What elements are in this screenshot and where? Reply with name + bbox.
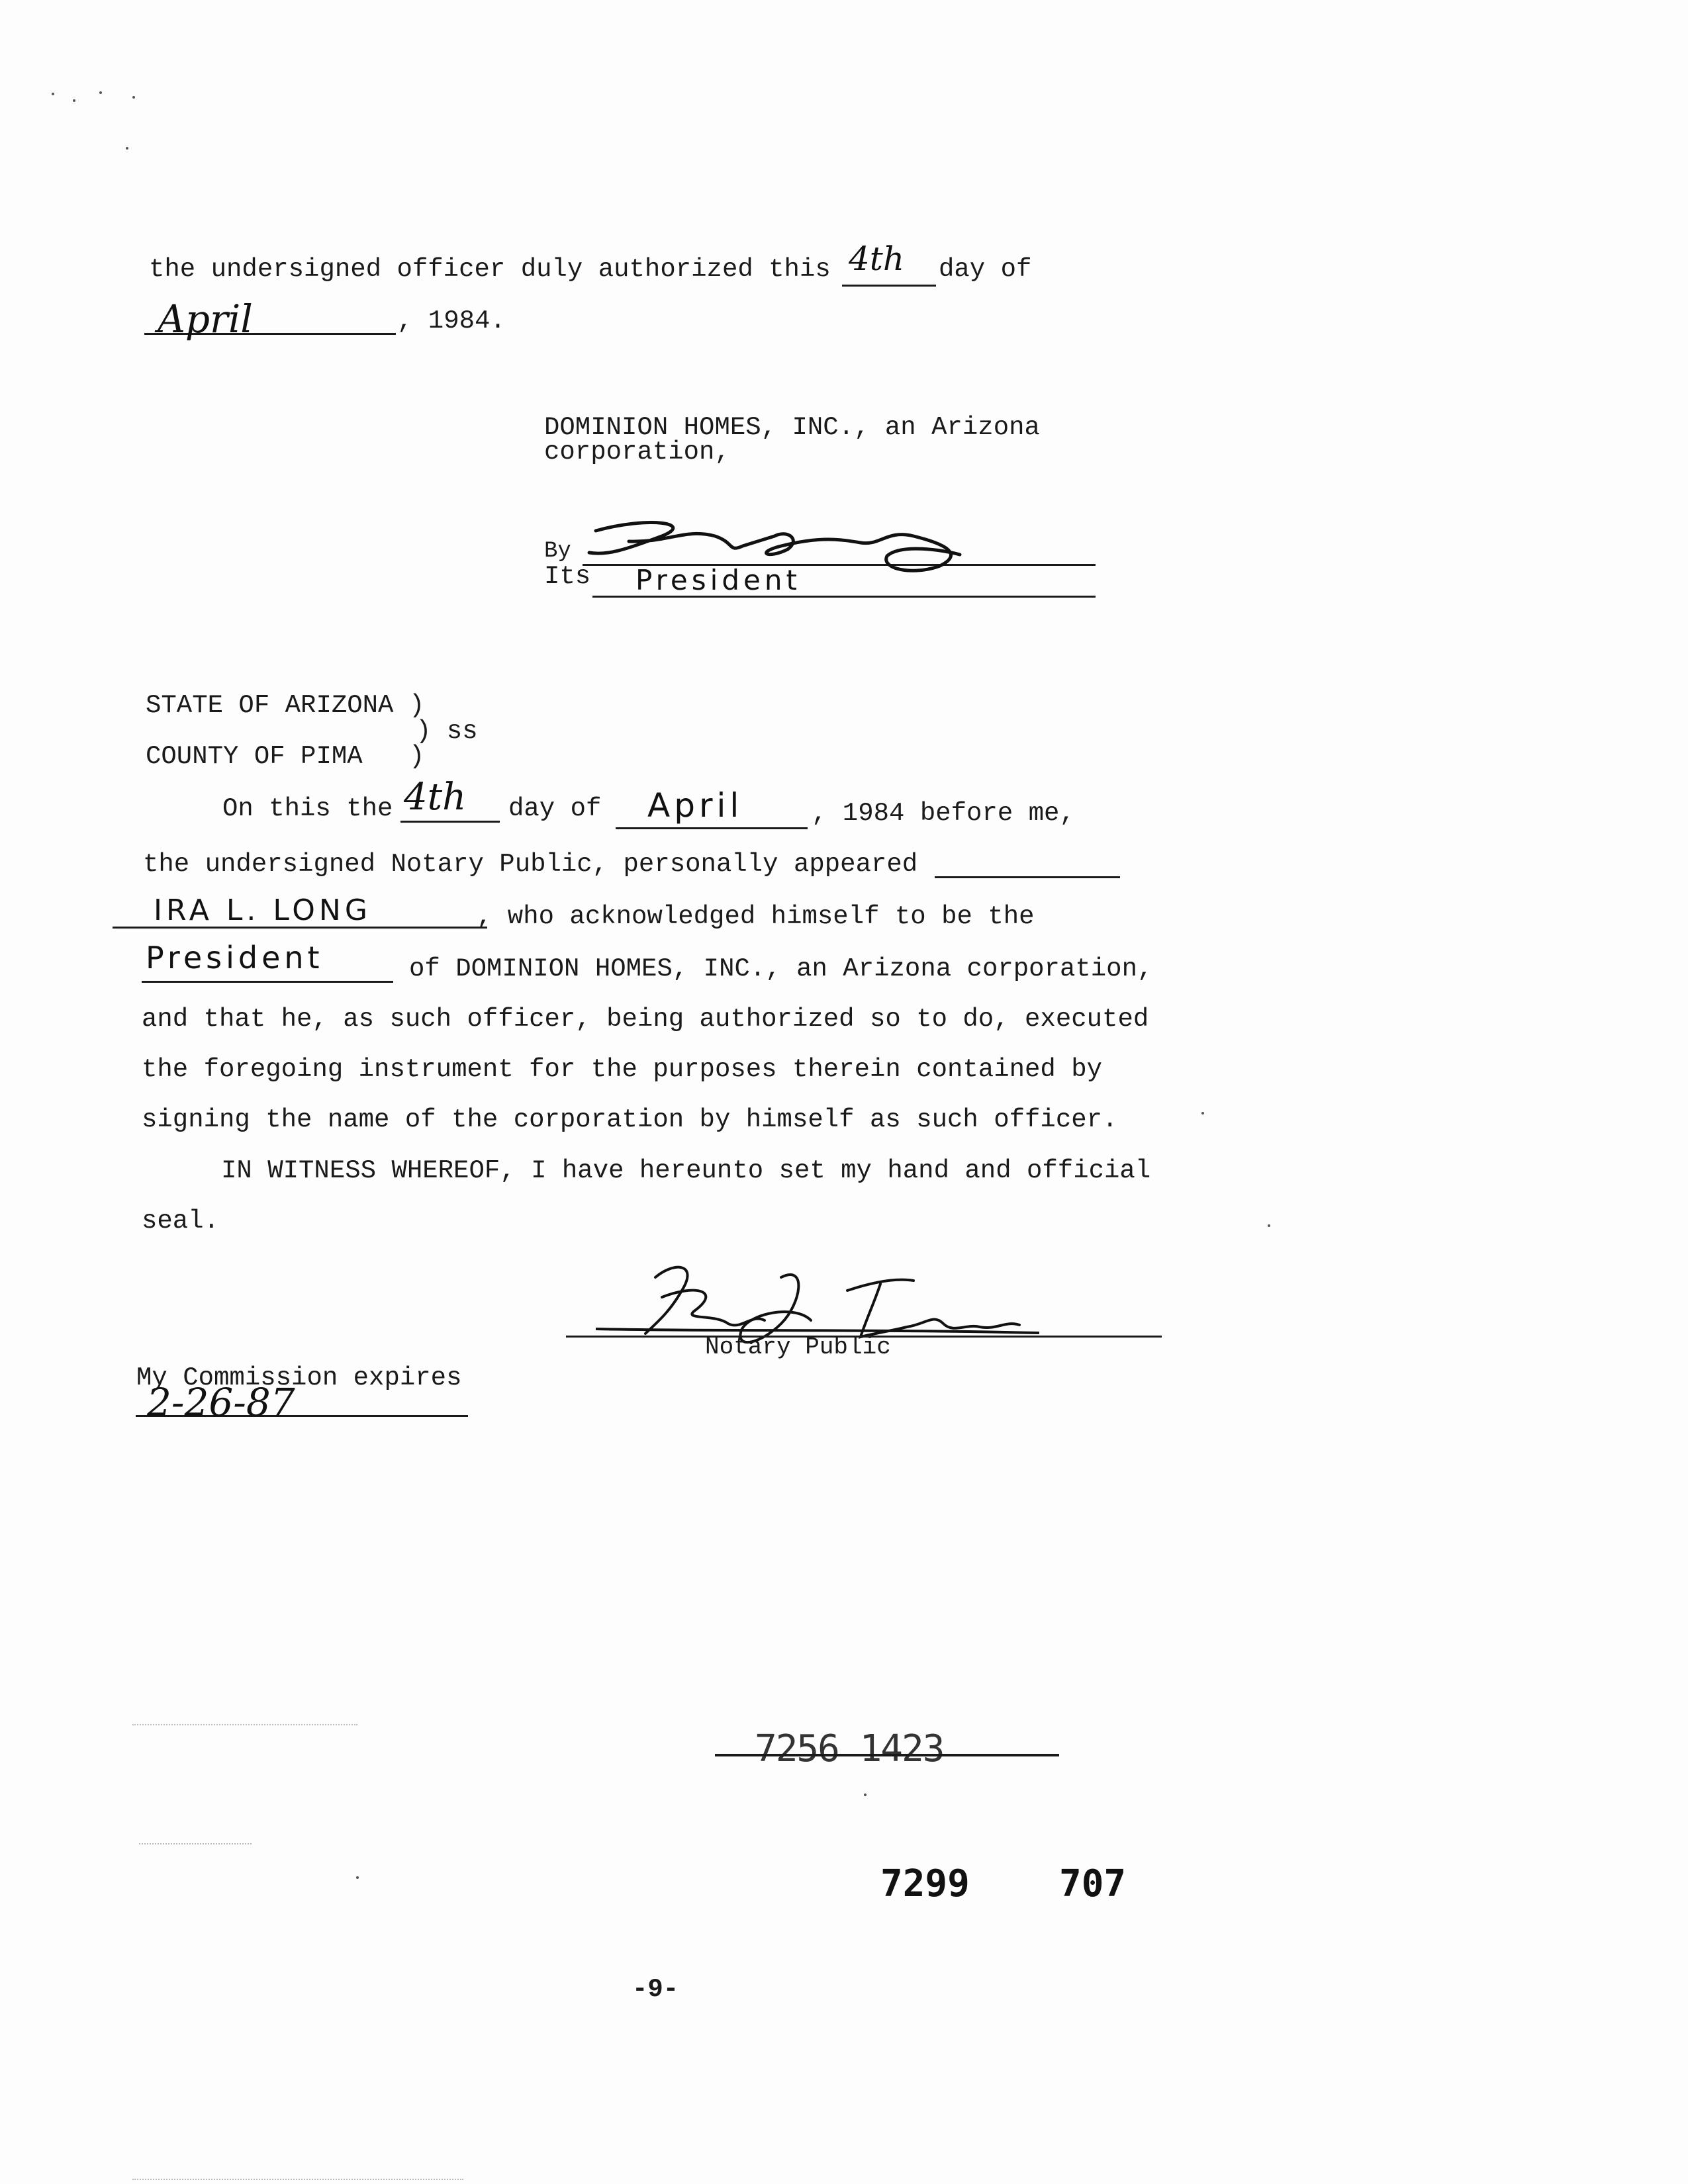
scan-speck bbox=[356, 1876, 359, 1879]
scan-speck bbox=[126, 147, 128, 150]
witness-line-1: IN WITNESS WHEREOF, I have hereunto set my hand and official bbox=[221, 1156, 1151, 1185]
scan-noise bbox=[132, 1724, 357, 1725]
ack-line-2: the undersigned Notary Public, personally appeared bbox=[143, 850, 918, 879]
ack-day-of: day of bbox=[508, 794, 602, 823]
ack-line-5: and that he, as such officer, being authorized so to do, executed bbox=[142, 1005, 1149, 1034]
scan-speck bbox=[73, 99, 75, 102]
scan-noise bbox=[132, 2179, 463, 2180]
recording-book: 7299 bbox=[880, 1862, 970, 1905]
ack-handwritten-title: President bbox=[146, 940, 324, 976]
venue-ss: ) ss bbox=[416, 717, 478, 746]
day-of-text: day of bbox=[939, 255, 1032, 284]
ack-month-blank bbox=[616, 827, 808, 829]
struck-recording-number: 7256 1423 bbox=[755, 1727, 944, 1770]
ack-handwritten-month: April bbox=[647, 786, 743, 825]
scan-speck bbox=[1268, 1224, 1270, 1227]
handwritten-month: April bbox=[158, 296, 253, 341]
year-text: , 1984. bbox=[397, 306, 506, 336]
ack-year-before-me: , 1984 before me, bbox=[812, 799, 1075, 828]
notary-public-label: Notary Public bbox=[705, 1334, 891, 1361]
handwritten-commission-date: 2-26-87 bbox=[147, 1380, 295, 1425]
ack-line-4: of DOMINION HOMES, INC., an Arizona corporation, bbox=[409, 954, 1153, 983]
ack-line-7: signing the name of the corporation by himself as such officer. bbox=[142, 1105, 1118, 1134]
company-line-2: corporation, bbox=[544, 437, 730, 467]
handwritten-name: IRA L. LONG bbox=[154, 893, 371, 927]
ack-on-this-the: On this the bbox=[222, 794, 393, 823]
handwritten-day: 4th bbox=[849, 240, 905, 278]
handwritten-title: President bbox=[635, 564, 801, 596]
scan-noise bbox=[139, 1843, 252, 1844]
recording-page: 707 bbox=[1059, 1862, 1127, 1905]
day-blank bbox=[842, 285, 936, 287]
ack-line-3: , who acknowledged himself to be the bbox=[477, 902, 1035, 931]
scan-speck bbox=[1201, 1112, 1204, 1115]
by-label: By bbox=[544, 539, 571, 564]
scan-speck bbox=[52, 93, 54, 95]
scan-speck bbox=[99, 91, 102, 94]
company-line-1: DOMINION HOMES, INC., an Arizona bbox=[544, 413, 1040, 442]
ack-line-6: the foregoing instrument for the purposes therein contained by bbox=[142, 1055, 1103, 1084]
officer-title-blank bbox=[142, 981, 393, 983]
venue-county: COUNTY OF PIMA ) bbox=[146, 742, 425, 771]
page-number: -9- bbox=[632, 1975, 679, 2004]
ack-handwritten-day: 4th bbox=[404, 776, 467, 819]
appeared-blank bbox=[935, 876, 1120, 878]
commission-label: My Commission expires bbox=[136, 1363, 462, 1392]
venue-state: STATE OF ARIZONA ) bbox=[146, 691, 425, 720]
its-label: Its bbox=[544, 562, 591, 591]
opening-text: the undersigned officer duly authorized this bbox=[149, 255, 831, 284]
witness-line-2: seal. bbox=[142, 1206, 220, 1236]
scan-speck bbox=[864, 1794, 867, 1796]
ack-day-blank bbox=[400, 821, 500, 823]
scan-speck bbox=[132, 96, 135, 99]
strikethrough-line bbox=[715, 1754, 1059, 1756]
